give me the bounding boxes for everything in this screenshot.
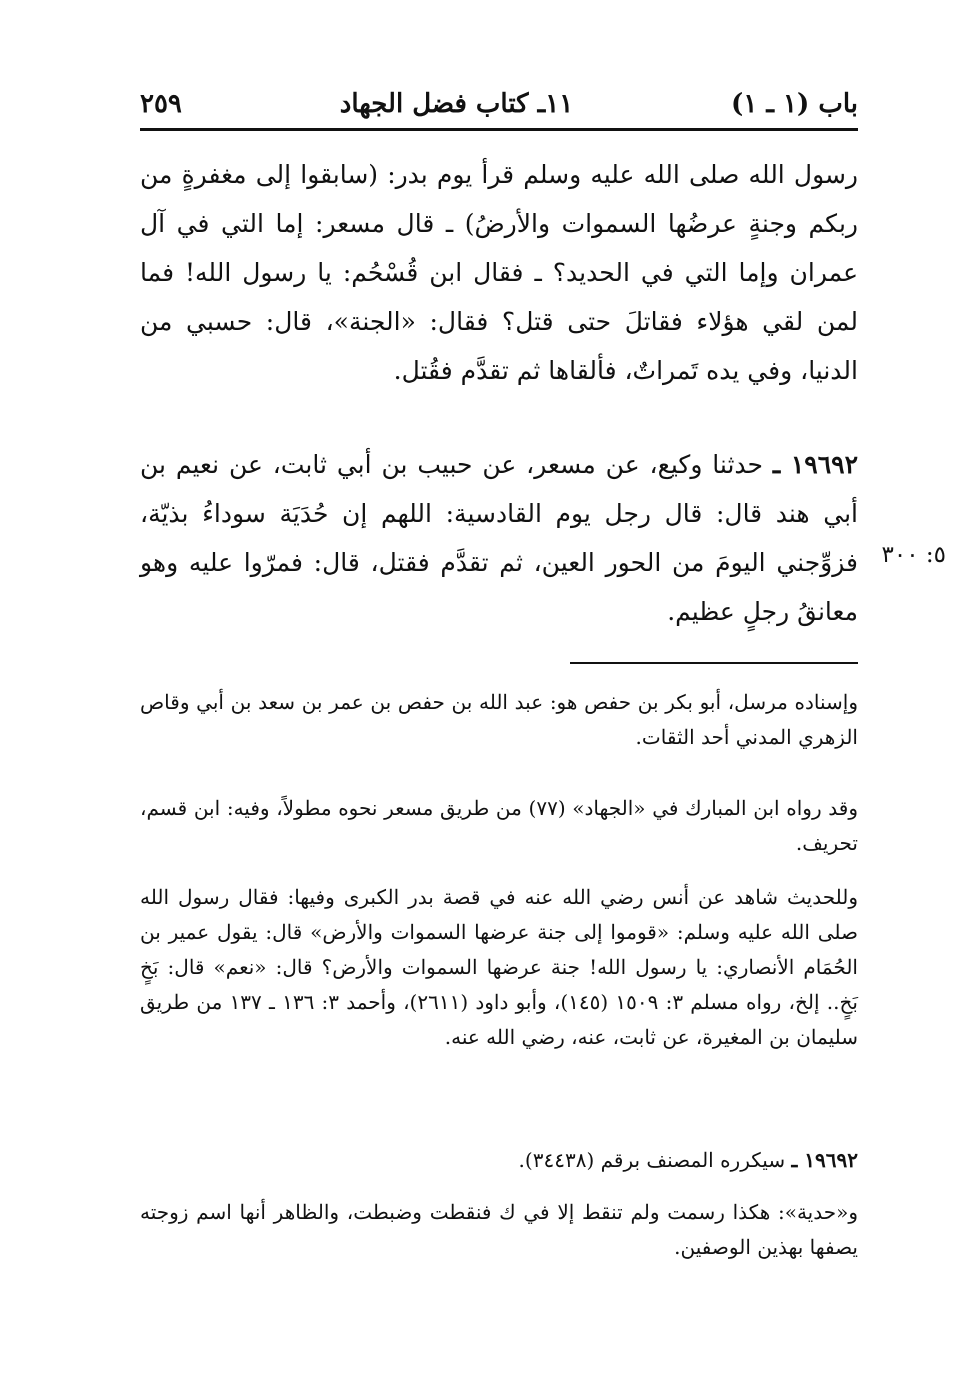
footnote-hadith-number: ١٩٦٩٢ ـ [791,1148,858,1172]
footnote-divider [570,662,858,664]
footnote-1 [140,685,858,755]
footnote-4 [140,1143,858,1178]
main-text-paragraph-2 [140,440,858,636]
page-header [140,82,858,126]
footnote-3 [140,880,858,1055]
footnote-5 [140,1195,858,1265]
hadith-text: حدثنا وكيع، عن مسعر، عن حبيب بن أبي ثابت، عن نعيم بن أبي هند قال: قال رجل يوم القادسية: اللهم إن حُدَيَة سوداءُ بذيّة، فزوِّجني اليومَ من الحور العين، ثم تقدَّم فقتل، قال: فمرّوا عليه وهو معانقُ رجلٍ عظيم. [140,450,858,626]
footnote-text: وإسناده مرسل، أبو بكر بن حفص هو: عبد الله بن حفص بن عمر بن سعد بن أبي وقاص الزهري المدني أحد الثقات. [140,690,858,749]
footnote-text: وقد رواه ابن المبارك في «الجهاد» (٧٧) من طريق مسعر نحوه مطولاً، وفيه: ابن قسم، تحريف. [140,796,858,855]
page-number: ٢٥٩ [140,89,182,119]
paragraph-text: رسول الله صلى الله عليه وسلم قرأ يوم بدر: (سابقوا إلى مغفرةٍ من ربكم وجنةٍ عرضُها السموات والأرضُ) ـ قال مسعر: إما التي في آل عمران وإما التي في الحديد؟ ـ فقال ابن قُسْحُم: يا رسول الله! فما لمن لقي هؤلاء فقاتلَ حتى قتل؟ فقال: «الجنة»، قال: حسبي من الدنيا، وفي يده تَمراتٌ، فألقاها ثم تقدَّم فقُتل. [140,160,858,385]
footnote-text: و«حدية»: هكذا رسمت ولم تنقط إلا في ك فنقطت وضبطت، والظاهر أنها اسم زوجته يصفها بهذين الوصفين. [140,1200,858,1259]
hadith-paragraph [140,440,858,636]
hadith-number: ١٩٦٩٢ ـ [772,450,859,479]
footnote-text: سيكرره المصنف برقم (٣٤٤٣٨). [518,1148,786,1172]
main-text-paragraph-1 [140,150,858,395]
margin-reference: ٥: ٣٠٠ [881,542,946,568]
footnote-text: وللحديث شاهد عن أنس رضي الله عنه في قصة بدر الكبرى وفيها: فقال رسول الله صلى الله عليه وسلم: «قوموا إلى جنة عرضها السموات والأرض» قال: يقول عمير بن الحُمَام الأنصاري: يا رسول الله! جنة عرضها السموات والأرض؟ قال: «نعم» قال: بَخٍ بَخٍ.. إلخ، رواه مسلم ٣: ١٥٠٩ (١٤٥)، وأبو داود (٢٦١١)، وأحمد ٣: ١٣٦ ـ ١٣٧ من طريق سليمان بن المغيرة، عن ثابت، عنه، رضي الله عنه. [140,885,858,1049]
header-divider [140,128,858,131]
footnote-2 [140,791,858,861]
chapter-label: باب (١ ـ ١) [731,89,858,119]
book-title: ١١ـ كتاب فضل الجهاد [339,89,574,119]
footnote-paragraph [140,1143,858,1178]
